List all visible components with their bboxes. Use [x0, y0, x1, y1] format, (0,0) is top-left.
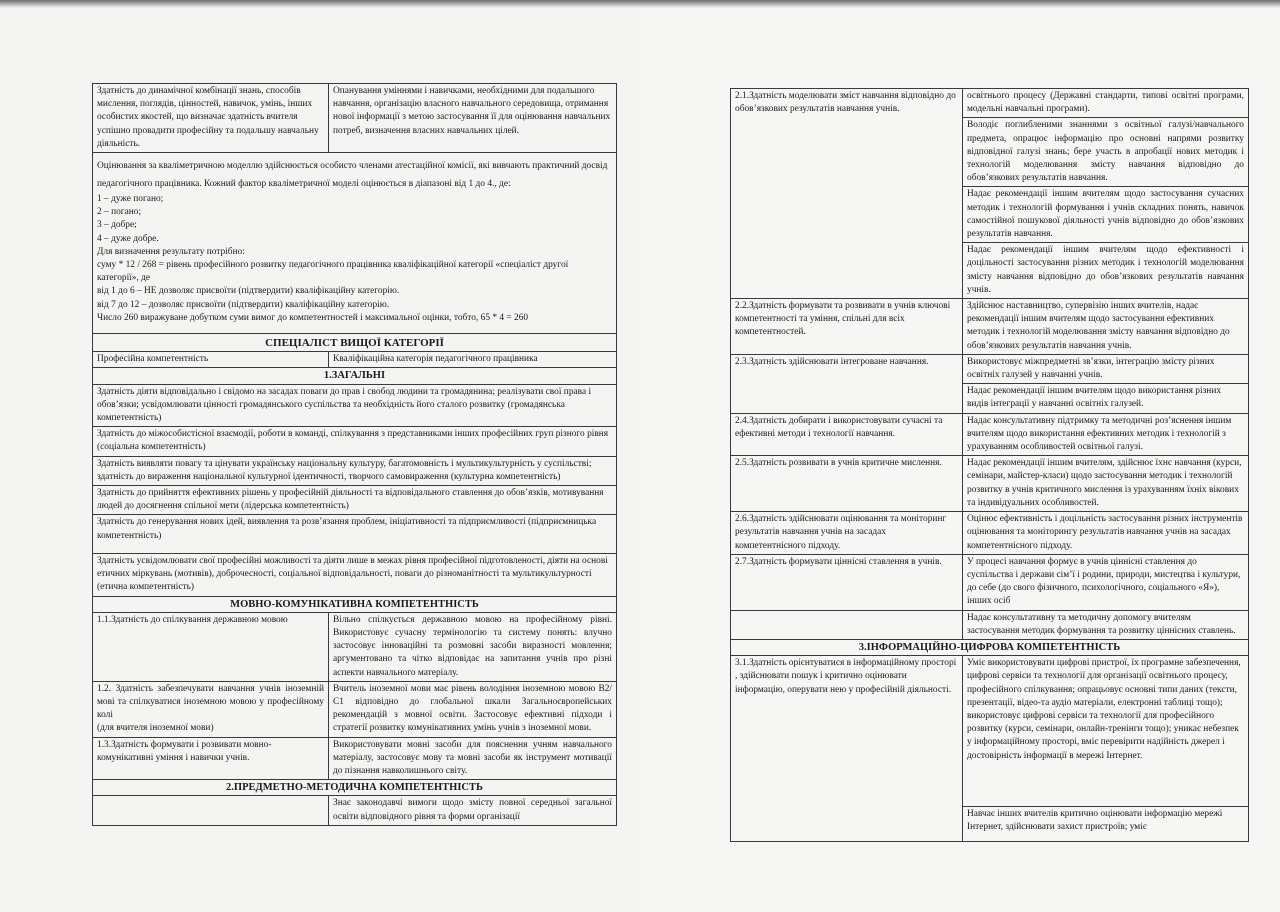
intro-row — [93, 84, 617, 153]
competency-row — [731, 512, 1249, 555]
scale-item: 2 – погано; — [97, 207, 142, 218]
lang-description: Використовувати мовні засоби для пояснення учням навчального матеріалу, застосовує мову та мовні засоби як інструмент мотивації до пізнання навколишнього світу. — [329, 737, 617, 780]
intro-left-cell: Здатність до динамічної комбінації знань, способів мислення, поглядів, цінностей, навичок, умінь, інших особистих якостей, що визначає здатність вчителя успішно провадити професійну та подальшу навчальну діяльність. — [93, 84, 329, 153]
info-row — [731, 656, 1249, 807]
header-left: Професійна компетентність — [93, 352, 329, 368]
lang-row — [93, 681, 617, 737]
subject-description: Знає законодавчі вимоги щодо змісту повної середньої загальної освіти відповідного рівня та форми організації — [329, 796, 617, 825]
competency-cell: 2.5.Здатність розвивати в учнів критичне мислення. — [731, 456, 963, 512]
method-cell — [93, 153, 617, 334]
competency-row — [731, 354, 1249, 383]
info-title-row — [731, 639, 1249, 655]
lang-competency: 1.3.Здатність формувати і розвивати мовно-комунікативні уміння і навички учнів. — [93, 737, 329, 780]
subject-competency-empty — [93, 796, 329, 825]
header-right: Кваліфікаційна категорія педагогічного працівника — [329, 352, 617, 368]
right-competency-table — [730, 88, 1249, 842]
general-item: Здатність до генерування нових ідей, виявлення та розв’язання проблем, ініціативності та підприємливості (підприємницька компетентність) — [93, 515, 617, 553]
general-item: Здатність усвідомлювати свої професійні можливості та діяти лише в межах рівня професійної підготовленості, діяти на основі етичних міркувань (мотивів), доброчесності, соціальної відповідальності, поваги до різноманітності та мультикультурності (етична компетентність) — [93, 553, 617, 596]
general-item: Здатність діяти відповідально і свідомо на засадах поваги до прав і свобод людини та громадянина; реалізувати свої права і обов’язки; усвідомлювати цінності громадянського суспільства та необхідність його сталого розвитку (громадянська компетентність) — [93, 384, 617, 427]
lang-competency — [93, 681, 329, 737]
description-cell: Здійснює наставництво, супервізію інших вчителів, надає рекомендації іншим вчителям щодо застосування ефективних методик і технологій моделювання змісту навчання відповідно до обов’язкових результатів навчання учнів. — [963, 299, 1249, 355]
subject-title-row — [93, 780, 617, 796]
general-title-row — [93, 368, 617, 384]
competency-cell: 2.1.Здатність моделювати зміст навчання відповідно до обов’язкових результатів навчання учнів. — [731, 89, 963, 299]
scale-item: 3 – добре; — [97, 220, 137, 231]
lang-competency-text: 1.2. Здатність забезпечувати навчання учнів іноземній мові та спілкуватися іноземною мовою у професійному колі — [97, 683, 324, 721]
lang-row — [93, 612, 617, 681]
general-row — [93, 515, 617, 553]
method-paragraph: від 1 до 6 – НЕ дозволяє присвоїти (підтвердити) кваліфікаційну категорію. — [97, 286, 400, 297]
description-cell: Надає консультативну підтримку та методичні роз’яснення іншим вчителям щодо використання ефективних методик і технологій з урахуванням особливостей освітньої галузі. — [963, 413, 1249, 456]
scan-edge-shadow — [0, 0, 640, 8]
subject-row — [93, 796, 617, 825]
lang-title-row — [93, 596, 617, 612]
description-cell: Володіє поглибленими знаннями з освітньої галузі/навчального предмета, опрацює інформацію про основні напрями розвитку відповідної галузі знань; бере участь в апробації нових методик і технологій моделювання змісту навчання відповідно до обов’язкових результатів навчання. — [963, 118, 1249, 187]
method-row — [93, 153, 617, 334]
method-paragraph: Для визначення результату потрібно: — [97, 246, 245, 257]
lang-description: Вільно спілкується державною мовою на професійному рівні. Використовує сучасну термінологію та систему понять: влучно застосовує інноваційні та розмовні засоби виразності мовлення; аргументовано та чітко відповідає на запитання учнів про різні аспекти навчального матеріалу. — [329, 612, 617, 681]
description-cell: Надає рекомендації іншим вчителям щодо використання різних видів інтеграції у навчанні освітніх галузей. — [963, 384, 1249, 413]
description-cell: Надає рекомендації іншим вчителям щодо ефективності і доцільності застосування різних методик і технологій моделювання змісту навчання відповідно до обов’язкових результатів навчання учнів. — [963, 243, 1249, 299]
general-row — [93, 384, 617, 427]
competency-row — [731, 554, 1249, 610]
competency-row — [731, 413, 1249, 456]
scale-item: 1 – дуже погано; — [97, 194, 164, 205]
method-paragraph: Число 260 виражуване добутком суми вимог до компетентностей і максимальної оцінки, тобто, 65 * 4 = 260 — [97, 312, 529, 323]
general-row — [93, 456, 617, 485]
competency-cell: 2.2.Здатність формувати та розвивати в учнів ключові компетентності та уміння, спільні для всіх компетентностей. — [731, 299, 963, 355]
description-cell: Уміє використовувати цифрові пристрої, їх програмне забезпечення, цифрові сервіси та технології для організації освітнього процесу, професійного спілкування; опрацьовує основні типи даних (тексти, презентації, відео-та аудіо матеріали, електронні таблиці тощо); використовує цифрові сервіси та технології для професійного розвитку (курси, семінари, онлайн-тренінги тощо); уникає небезпек у інформаційному просторі, вміє перевірити надійність джерел і достовірність інформації в мережі Інтернет. — [963, 656, 1249, 807]
description-cell: Надає рекомендації іншим вчителям щодо застосування сучасних методик і технологій формування і учнів складних понять, навичок самостійної пошукової діяльності учнів відповідно до обов’язкових результатів навчання. — [963, 187, 1249, 243]
scan-edge-shadow — [640, 0, 1280, 8]
competency-cell: 2.4.Здатність добирати і використовувати сучасні та ефективні методи і технології навчання. — [731, 413, 963, 456]
lang-row — [93, 737, 617, 780]
competency-row — [731, 456, 1249, 512]
category-title-row — [93, 334, 617, 352]
competency-row — [731, 299, 1249, 355]
category-title: СПЕЦІАЛІСТ ВИЩОЇ КАТЕГОРІЇ — [93, 334, 617, 352]
general-item: Здатність виявляти повагу та цінувати українську національну культуру, багатомовність і мультикультурність у суспільстві; здатність до вираження національної культурної ідентичності, творчого самовираження (культурна компетентність) — [93, 456, 617, 485]
header-row — [93, 352, 617, 368]
competency-cell: 2.3.Здатність здійснювати інтегроване навчання. — [731, 354, 963, 413]
general-row — [93, 427, 617, 456]
competency-row — [731, 89, 1249, 118]
method-paragraph: від 7 до 12 – дозволяє присвоїти (підтвердити) кваліфікаційну категорію. — [97, 299, 390, 310]
description-cell: Надає рекомендації іншим вчителям, здійснює їхнє навчання (курси, семінари, майстер-класи) щодо застосування методик і технологій розвитку в учнів критичного мислення із урахуванням їхніх вікових та індивідуальних особливостей. — [963, 456, 1249, 512]
intro-right-cell: Опанування уміннями і навичками, необхідними для подальшого навчання, організацію власного навчального середовища, отримання нової інформації з метою застосування її для оцінювання навчальних потреб, визначення власних навчальних цілей. — [329, 84, 617, 153]
left-competency-table — [92, 83, 617, 826]
subject-title: 2.ПРЕДМЕТНО-МЕТОДИЧНА КОМПЕТЕНТНІСТЬ — [93, 780, 617, 796]
competency-cell: 3.1.Здатність орієнтуватися в інформаційному просторі , здійснювати пошук і критично оцінювати інформацію, оперувати нею у професійній діяльності. — [731, 656, 963, 841]
general-row — [93, 553, 617, 596]
lang-title: МОВНО-КОМУНІКАТИВНА КОМПЕТЕНТНІСТЬ — [93, 596, 617, 612]
description-cell: Оцінює ефективність і доцільність застосування різних інструментів оцінювання та моніторингу результатів навчання учнів на засадах компетентнісного підходу. — [963, 512, 1249, 555]
lang-description: Вчитель іноземної мови має рівень володіння іноземною мовою В2/С1 відповідно до глобальної шкали Загальноєвропейських рекомендацій з мовної освіти. Застосовує ефективні підходи і стратегії розвитку комунікативних умінь учнів з іноземної мови. — [329, 681, 617, 737]
competency-row — [731, 610, 1249, 639]
description-cell: освітнього процесу (Державні стандарти, типові освітні програми, модельні навчальні програми). — [963, 89, 1249, 118]
description-cell: Навчає інших вчителів критично оцінювати інформацію мережі Інтернет, здійснювати захист пристроїв; уміє — [963, 807, 1249, 841]
formula-paragraph: суму * 12 / 268 = рівень професійного розвитку педагогічного працівника кваліфікаційної категорії «спеціаліст другої категорії», де — [97, 260, 569, 284]
competency-cell: 2.7.Здатність формувати ціннісні ставлення в учнів. — [731, 554, 963, 610]
general-item: Здатність до прийняття ефективних рішень у професійній діяльності та відповідального ставлення до обов’язків, мотивування людей до досягнення спільної мети (лідерська компетентність) — [93, 486, 617, 515]
method-paragraph: Оцінювання за кваліметричною моделлю здійснюється особисто членами атестаційної комісії, які вивчають практичний досвід педагогічного працівника. Кожний фактор кваліметричної моделі оцінюється в діапазоні від 1 до 4., де: — [97, 161, 608, 190]
competency-cell: 2.6.Здатність здійснювати оцінювання та моніторинг результатів навчання учнів на засадах компетентнісного підходу. — [731, 512, 963, 555]
info-title: 3.ІНФОРМАЦІЙНО-ЦИФРОВА КОМПЕТЕНТНІСТЬ — [731, 639, 1249, 655]
lang-competency-note: (для вчителя іноземної мови) — [97, 723, 214, 734]
general-row — [93, 486, 617, 515]
competency-cell-empty — [731, 610, 963, 639]
description-cell: У процесі навчання формує в учнів ціннісні ставлення до суспільства і держави сім’ї і родини, природи, мистецтва і культури, до себе (до свого фізичного, психологічного, соціального «Я»), інших осіб — [963, 554, 1249, 610]
description-cell: Використовує міжпредметні зв’язки, інтеграцію змісту різних освітніх галузей у навчанні учнів. — [963, 354, 1249, 383]
description-cell: Надає консультативну та методичну допомогу вчителям застосування методик формування та розвитку ціннісних ставлень. — [963, 610, 1249, 639]
scale-item: 4 – дуже добре. — [97, 233, 159, 244]
general-title: 1.ЗАГАЛЬНІ — [93, 368, 617, 384]
lang-competency: 1.1.Здатність до спілкування державною мовою — [93, 612, 329, 681]
general-item: Здатність до міжособистісної взаємодії, роботи в команді, спілкування з представниками інших професійних груп різного рівня (соціальна компетентність) — [93, 427, 617, 456]
right-page — [640, 0, 1280, 912]
